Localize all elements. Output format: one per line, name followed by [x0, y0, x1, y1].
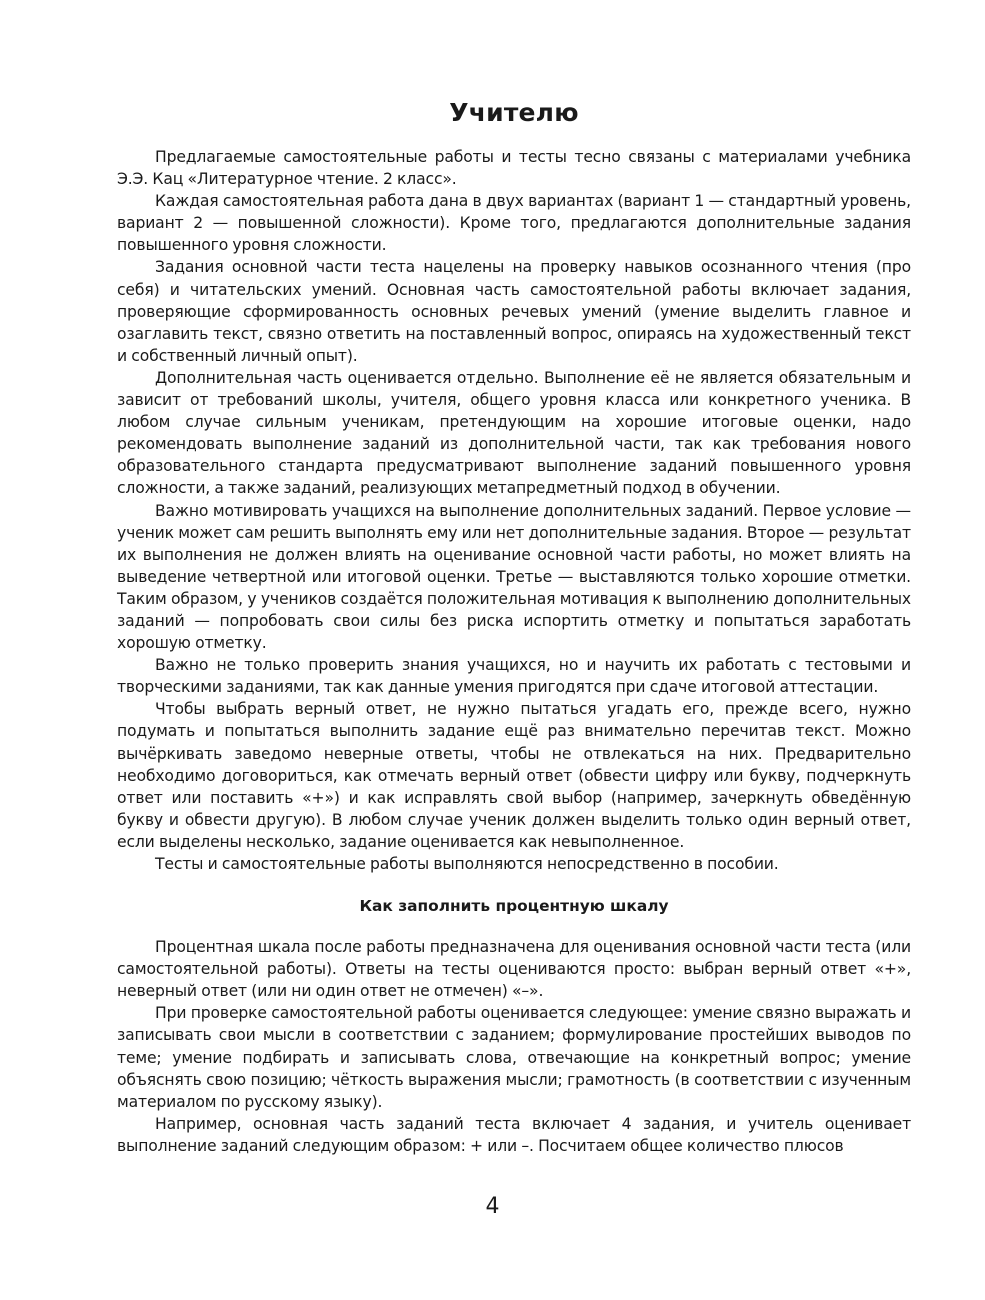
paragraph: При проверке самостоятельной работы оценивается следующее: умение связно выражать и записывать свои мысли в соответствии с заданием; формулирование простейших выводов по теме; умение подбирать и записывать слова, отвечающие на конкретный вопрос; умение объяснять свою позицию; чёткость выражения мысли; грамотность (в соответствии с изученным материалом по русскому языку). [117, 1004, 911, 1111]
page-number: 4 [485, 1194, 500, 1219]
page-title: Учителю [449, 98, 579, 127]
intro-section [117, 146, 911, 875]
percent-scale-section [117, 936, 911, 1157]
paragraph: Дополнительная часть оценивается отдельно. Выполнение её не является обязательным и зависит от требований школы, учителя, общего уровня класса или конкретного ученика. В любом случае сильным ученикам, претендующим на хорошие итоговые оценки, надо рекомендовать выполнение заданий из дополнительной части, так как требования нового образовательного стандарта предусматривают выполнение заданий повышенного уровня сложности, а также заданий, реализующих метапредметный подход в обучении. [117, 368, 911, 498]
paragraph: Задания основной части теста нацелены на проверку навыков осознанного чтения (про себя) и читательских умений. Основная часть самостоятельной работы включает задания, проверяющие сформированность основных речевых умений (умение выделить главное и озаглавить текст, связно ответить на поставленный вопрос, опираясь на художественный текст и собственный личный опыт). [117, 258, 911, 365]
paragraph: Тесты и самостоятельные работы выполняются непосредственно в пособии. [155, 855, 779, 873]
paragraph: Важно не только проверить знания учащихся, но и научить их работать с тестовыми и творческими заданиями, так как данные умения пригодятся при сдаче итоговой аттестации. [117, 656, 911, 697]
paragraph: Предлагаемые самостоятельные работы и тесты тесно связаны с материалами учебника Э.Э. Кац «Литературное чтение. 2 класс». [117, 148, 911, 189]
paragraph: Процентная шкала после работы предназначена для оценивания основной части теста (или самостоятельной работы). Ответы на тесты оцениваются просто: выбран верный ответ «+», неверный ответ (или ни один ответ не отмечен) «–». [117, 938, 911, 1001]
paragraph: Каждая самостоятельная работа дана в двух вариантах (вариант 1 — стандартный уровень, вариант 2 — повышенной сложности). Кроме того, предлагаются дополнительные задания повышенного уровня сложности. [117, 192, 911, 255]
paragraph: Чтобы выбрать верный ответ, не нужно пытаться угадать его, прежде всего, нужно подумать и попытаться выполнить задание ещё раз внимательно перечитав текст. Можно вычёркивать заведомо неверные ответы, чтобы не отвлекаться на них. Предварительно необходимо договориться, как отмечать верный ответ (обвести цифру или букву, подчеркнуть ответ или поставить «+») и как исправлять свой выбор (например, зачеркнуть обведённую букву и обвести другую). В любом случае ученик должен выделить только один верный ответ, если выделены несколько, задание оценивается как невыполненное. [117, 700, 911, 851]
paragraph: Важно мотивировать учащихся на выполнение дополнительных заданий. Первое условие — ученик может сам решить выполнять ему или нет дополнительные задания. Второе — результат их выполнения не должен влиять на оценивание основной части работы, но может влиять на выведение четвертной или итоговой оценки. Третье — выставляются только хорошие отметки. Таким образом, у учеников создаётся положительная мотивация к выполнению дополнительных заданий — попробовать свои силы без риска испортить отметку и попытаться заработать хорошую отметку. [117, 501, 911, 653]
section-heading: Как заполнить процентную шкалу [359, 897, 669, 916]
page-content [117, 98, 911, 1157]
paragraph: Например, основная часть заданий теста включает 4 задания, и учитель оценивает выполнение заданий следующим образом: + или –. Посчитаем общее количество плюсов [117, 1114, 911, 1155]
